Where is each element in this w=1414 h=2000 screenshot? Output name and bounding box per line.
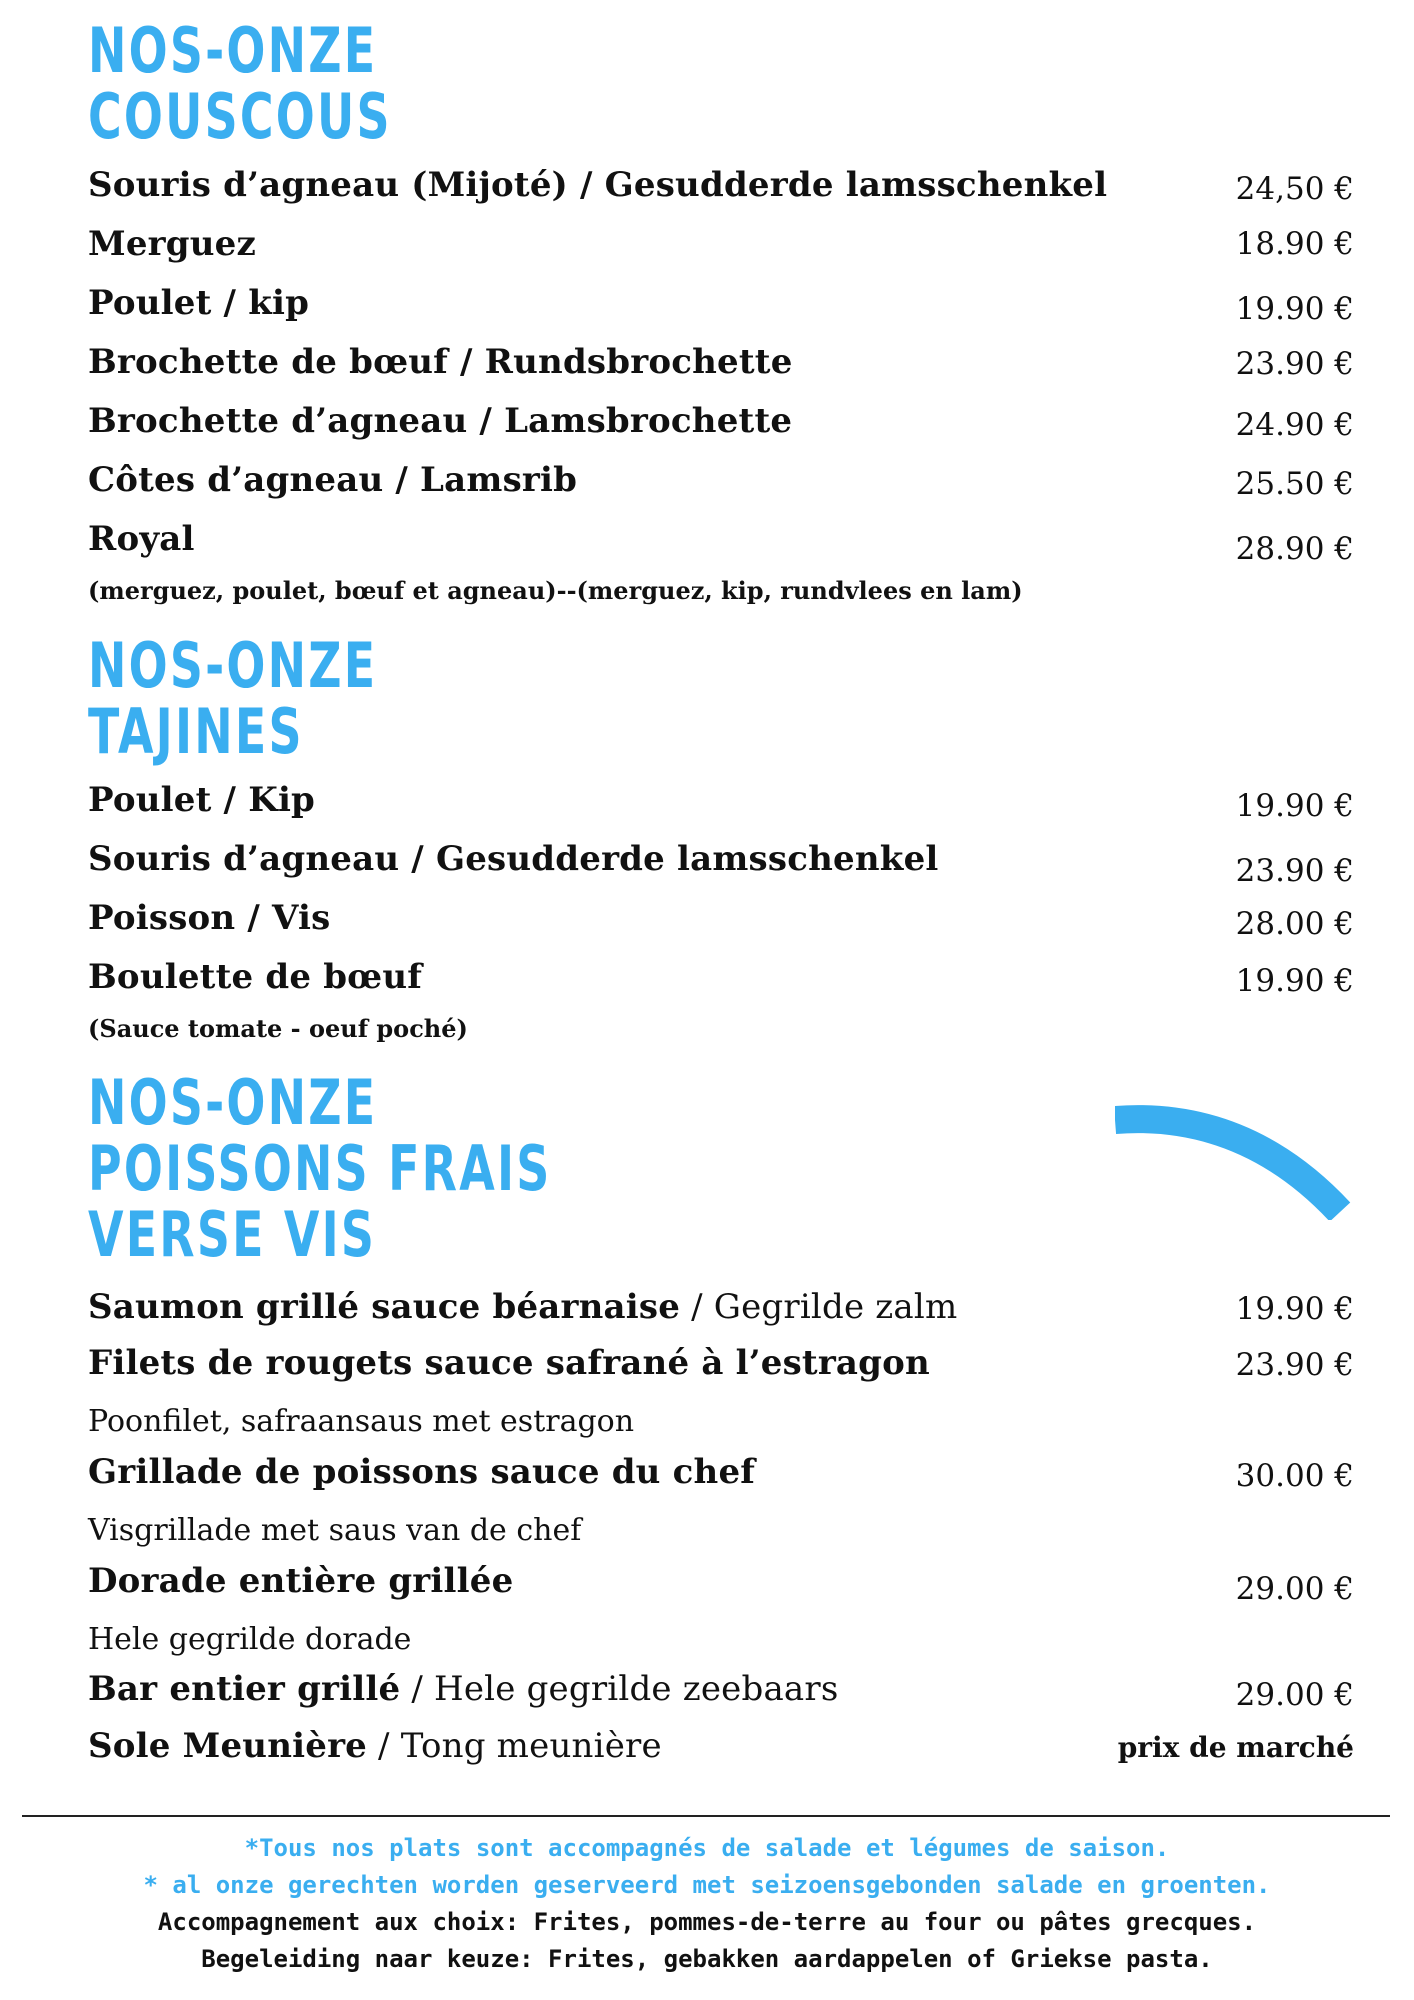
heading-line: VERSE VIS [88,1198,377,1271]
menu-item [88,401,1354,445]
menu-item [88,165,1354,209]
menu-item [88,1343,1354,1387]
menu-item [88,519,1354,567]
heading-line: COUSCOUS [88,80,392,153]
section-heading-couscous [88,14,392,153]
menu-item [88,839,1354,889]
menu-item [88,224,1354,268]
item-name-nl: / Tong meunière [367,1726,662,1766]
item-description: (Sauce tomate - oeuf poché) [88,1014,468,1043]
item-name-nl: / Gegrilde zalm [680,1287,958,1327]
note-line-fr: *Tous nos plats sont accompagnés de salade et légumes de saison. [244,1834,1170,1862]
item-price: 19.90 € [1235,291,1354,327]
item-price: 30.00 € [1235,1458,1354,1494]
item-name: Dorade entière grillée [88,1561,514,1601]
item-name: Souris d’agneau (Mijoté) / Gesudderde lamsschenkel [88,165,1108,205]
menu-item [88,898,1354,942]
item-name: Souris d’agneau / Gesudderde lamsschenkel [88,839,939,879]
item-name [88,1726,662,1766]
menu-item [88,780,1354,824]
side-dish-note-nl: Begeleiding naar keuze: Frites, gebakken aardappelen of Griekse pasta. [201,1945,1213,1973]
heading-line: TAJINES [88,695,304,768]
item-name-fr: Saumon grillé sauce béarnaise [88,1287,681,1327]
item-name: Royal [88,519,195,559]
item-price: 29.00 € [1235,1677,1354,1713]
item-description: Visgrillade met saus van de chef [88,1513,582,1548]
divider-line [22,1815,1390,1817]
menu-item [88,1287,1354,1331]
item-name: Grillade de poissons sauce du chef [88,1452,756,1492]
item-name: Poulet / Kip [88,780,316,820]
item-name: Filets de rougets sauce safrané à l’estragon [88,1343,930,1383]
note-line-nl: * al onze gerechten worden geserveerd met seizoensgebonden salade en groenten. [143,1871,1271,1899]
item-price: 23.90 € [1235,1347,1354,1383]
item-price: 23.90 € [1235,346,1354,382]
side-dish-note-fr: Accompagnement aux choix: Frites, pommes-de-terre au four ou pâtes grecques. [157,1908,1257,1936]
item-name: Brochette de bœuf / Rundsbrochette [88,342,793,382]
item-price: 18.90 € [1235,226,1354,262]
section-heading-poissons [88,1066,552,1271]
item-name: Merguez [88,224,257,264]
menu-item [88,1561,1354,1605]
item-price: 19.90 € [1235,963,1354,999]
item-name: Boulette de bœuf [88,957,423,997]
item-price: prix de marché [1117,1731,1354,1764]
item-name [88,1669,839,1709]
item-price: 24.90 € [1235,407,1354,443]
item-name: Côtes d’agneau / Lamsrib [88,460,578,500]
item-name: Poisson / Vis [88,898,331,938]
item-name [88,1287,957,1327]
swoosh-path [1115,1119,1340,1212]
item-description: (merguez, poulet, bœuf et agneau)--(merguez, kip, rundvlees en lam) [88,576,1023,605]
section-heading-tajines [88,629,378,768]
menu-item [88,957,1354,1001]
item-name-fr: Bar entier grillé [88,1669,401,1709]
item-name: Brochette d’agneau / Lamsbrochette [88,401,793,441]
menu-item [88,1726,1354,1770]
item-price: 25.50 € [1235,466,1354,502]
item-price: 19.90 € [1235,1291,1354,1327]
footer-notes [0,1830,1414,1978]
item-price: 28.00 € [1235,906,1354,942]
heading-line: NOS-ONZE [88,1066,378,1139]
menu-item [88,1669,1354,1713]
item-price: 19.90 € [1235,788,1354,824]
item-description: Poonfilet, safraansaus met estragon [88,1404,635,1439]
item-description: Hele gegrilde dorade [88,1622,412,1657]
item-price: 24,50 € [1235,171,1354,207]
heading-line: POISSONS FRAIS [88,1132,552,1205]
item-name: Poulet / kip [88,283,310,323]
heading-line: NOS-ONZE [88,14,378,87]
item-price: 23.90 € [1235,853,1354,889]
heading-line: NOS-ONZE [88,629,378,702]
item-name-fr: Sole Meunière [88,1726,368,1766]
menu-item [88,460,1354,504]
item-price: 29.00 € [1235,1571,1354,1607]
blue-swoosh-decoration [1115,1100,1355,1220]
menu-item [88,1452,1354,1496]
menu-item [88,342,1354,386]
item-price: 28.90 € [1235,531,1354,567]
menu-item [88,283,1354,327]
item-name-nl: / Hele gegrilde zeebaars [400,1669,839,1709]
